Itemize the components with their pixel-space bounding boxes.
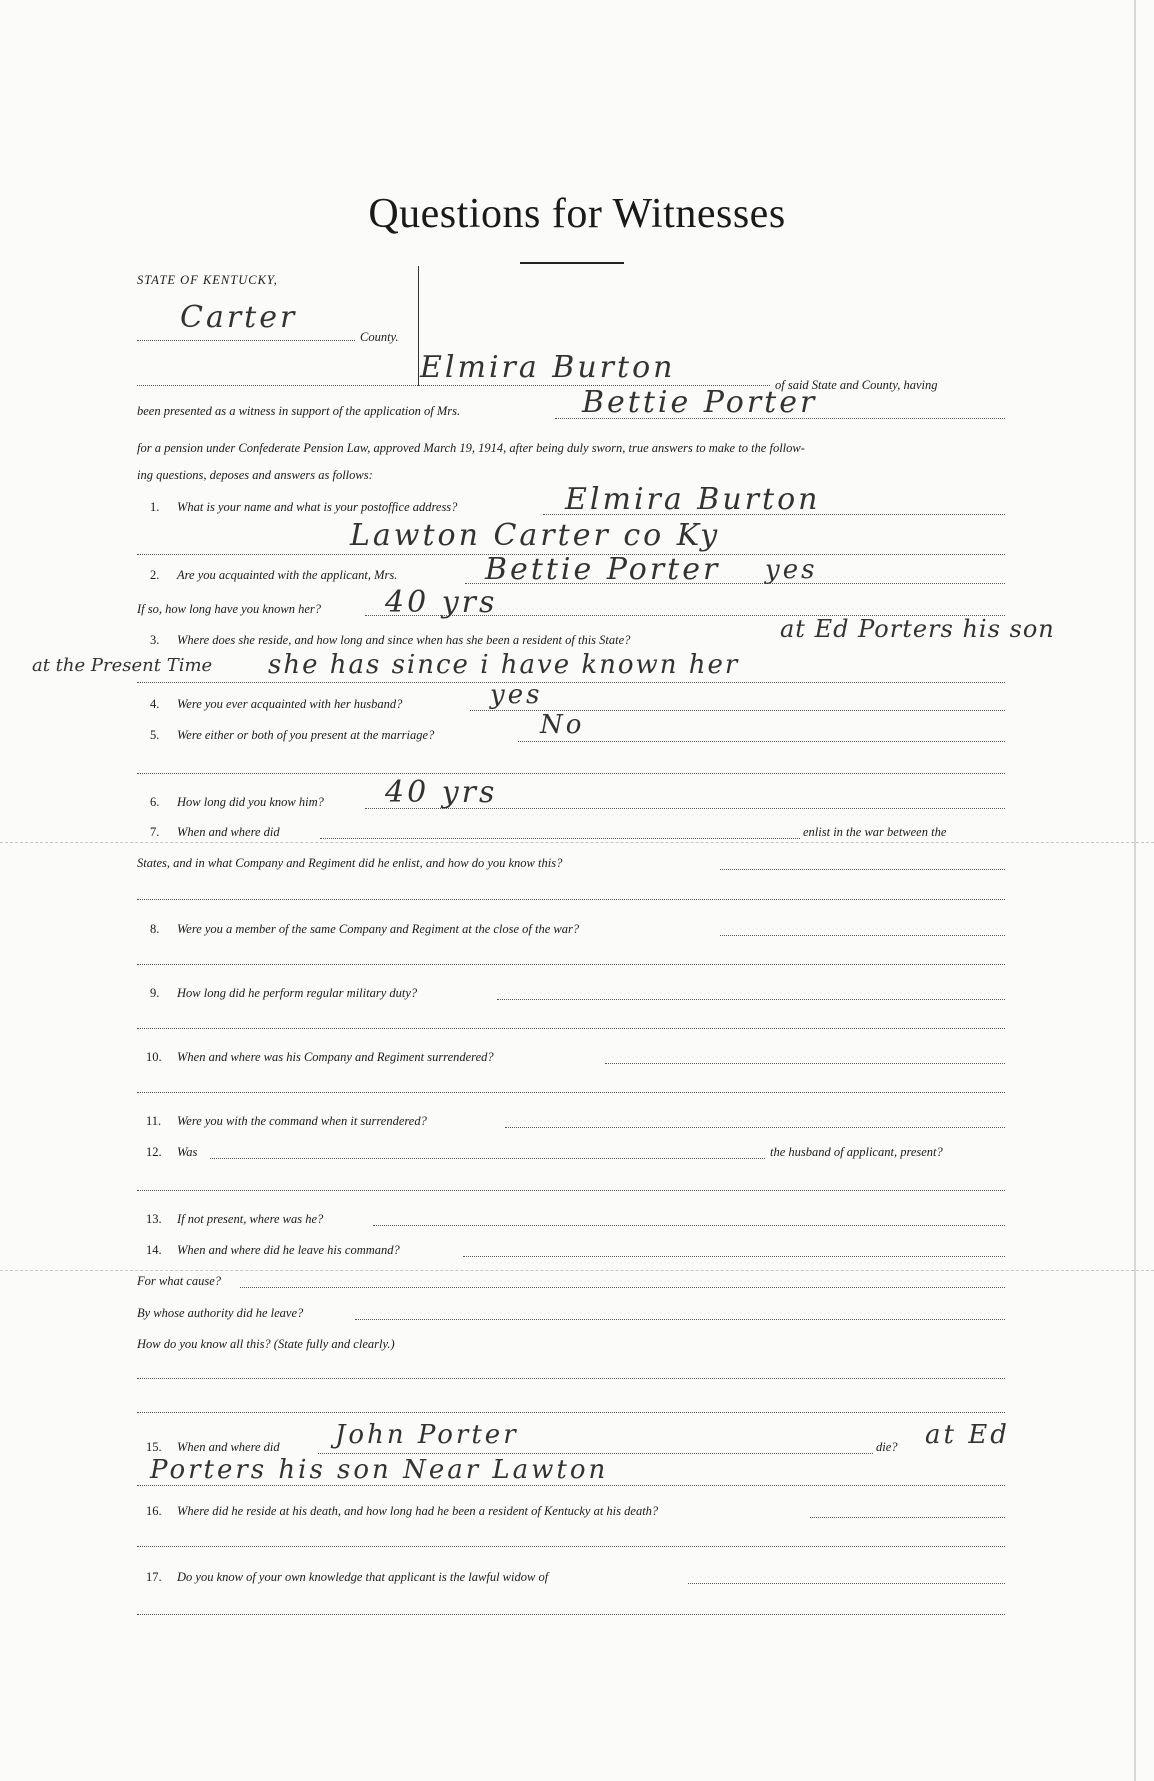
question-7: When and where did — [177, 825, 280, 839]
answer-line — [137, 1546, 1005, 1547]
question-17: Do you know of your own knowledge that applicant is the lawful widow of — [177, 1570, 549, 1584]
answer-line — [810, 1517, 1005, 1518]
answer-line — [210, 1158, 765, 1159]
title-underline — [520, 262, 624, 264]
question-8: Were you a member of the same Company and Regiment at the close of the war? — [177, 922, 580, 936]
answer-3-line1: at Ed Porters his son — [780, 615, 1055, 643]
question-11: Were you with the command when it surrendered? — [177, 1114, 427, 1128]
question-number: 10. — [146, 1050, 162, 1064]
question-2b: If so, how long have you known her? — [137, 602, 322, 616]
question-4: Were you ever acquainted with her husband? — [177, 697, 403, 711]
question-14d: How do you know all this? (State fully and clearly.) — [137, 1337, 395, 1351]
answer-line — [355, 1319, 1005, 1320]
answer-line — [720, 869, 1005, 870]
page-title: Questions for Witnesses — [368, 191, 786, 237]
answer-line — [137, 964, 1005, 965]
question-number: 14. — [146, 1243, 162, 1257]
answer-line — [365, 808, 1005, 809]
answer-line — [518, 741, 1005, 742]
answer-2-years: 40 yrs — [385, 585, 498, 620]
answer-6: 40 yrs — [385, 775, 498, 810]
question-6: How long did you know him? — [177, 795, 324, 809]
answer-5: No — [540, 710, 585, 740]
question-number: 6. — [150, 795, 160, 809]
question-14: When and where did he leave his command? — [177, 1243, 400, 1257]
witness-name: Elmira Burton — [420, 350, 676, 385]
answer-line — [497, 999, 1005, 1000]
state-label: STATE OF KENTUCKY, — [137, 273, 278, 287]
question-2: Are you acquainted with the applicant, Mrs. — [177, 568, 398, 582]
answer-line — [605, 1063, 1005, 1064]
answer-line — [137, 1092, 1005, 1093]
intro-deposes: ing questions, deposes and answers as follows: — [137, 468, 373, 482]
question-number: 3. — [150, 633, 160, 647]
question-7c: States, and in what Company and Regiment did he enlist, and how do you know this? — [137, 856, 563, 870]
question-number: 2. — [150, 568, 160, 582]
question-number: 12. — [146, 1145, 162, 1159]
question-number: 8. — [150, 922, 160, 936]
answer-line — [137, 1412, 1005, 1413]
county-value: Carter — [180, 300, 298, 335]
county-label: County. — [360, 330, 399, 344]
fold-crease — [0, 842, 1154, 844]
fold-crease — [0, 1270, 1154, 1272]
question-number: 17. — [146, 1570, 162, 1584]
question-13: If not present, where was he? — [177, 1212, 324, 1226]
question-12b: the husband of applicant, present? — [770, 1145, 943, 1159]
answer-line — [137, 1614, 1005, 1615]
applicant-name: Bettie Porter — [582, 385, 818, 420]
county-line — [137, 340, 355, 341]
answer-line — [373, 1225, 1005, 1226]
intro-said-state: of said State and County, having — [775, 378, 938, 392]
question-number: 11. — [146, 1114, 162, 1128]
answer-line — [137, 1378, 1005, 1379]
answer-1-address: Lawton Carter co Ky — [350, 518, 721, 553]
intro-pension-line: for a pension under Confederate Pension Law, approved March 19, 1914, after being duly sworn, true answers to make to the follow- — [137, 441, 805, 455]
answer-line — [137, 1028, 1005, 1029]
answer-line — [465, 583, 1005, 584]
answer-2-name: Bettie Porter — [485, 552, 721, 587]
question-15b: die? — [876, 1440, 898, 1454]
question-number: 7. — [150, 825, 160, 839]
answer-15-place2: Porters his son Near Lawton — [150, 1455, 609, 1485]
answer-line — [505, 1127, 1005, 1128]
question-9: How long did he perform regular military duty? — [177, 986, 418, 1000]
question-15: When and where did — [177, 1440, 280, 1454]
answer-line — [137, 899, 1005, 900]
question-12: Was — [177, 1145, 198, 1159]
intro-presented: been presented as a witness in support of the application of Mrs. — [137, 404, 461, 418]
question-number: 1. — [150, 500, 160, 514]
answer-1-name: Elmira Burton — [565, 482, 821, 517]
answer-line — [320, 838, 800, 839]
answer-line — [137, 1485, 1005, 1486]
question-14c: By whose authority did he leave? — [137, 1306, 304, 1320]
question-number: 9. — [150, 986, 160, 1000]
question-number: 5. — [150, 728, 160, 742]
question-14b: For what cause? — [137, 1274, 222, 1288]
answer-line — [240, 1287, 1005, 1288]
question-7b: enlist in the war between the — [803, 825, 947, 839]
question-3: Where does she reside, and how long and since when has she been a resident of this State? — [177, 633, 631, 647]
answer-line — [318, 1453, 873, 1454]
answer-15-place1: at Ed — [925, 1420, 1010, 1450]
answer-line — [688, 1583, 1005, 1584]
answer-line — [137, 682, 1005, 683]
answer-line — [463, 1256, 1005, 1257]
answer-3-line2: she has since i have known her — [268, 650, 740, 680]
answer-line — [720, 935, 1005, 936]
answer-2-yes: yes — [765, 555, 818, 585]
answer-line — [543, 514, 1005, 515]
question-10: When and where was his Company and Regiment surrendered? — [177, 1050, 494, 1064]
applicant-line — [555, 418, 1005, 419]
question-16: Where did he reside at his death, and how long had he been a resident of Kentucky at his death? — [177, 1504, 659, 1518]
question-number: 15. — [146, 1440, 162, 1454]
question-number: 16. — [146, 1504, 162, 1518]
answer-4: yes — [490, 680, 543, 710]
answer-line — [137, 1190, 1005, 1191]
page-edge — [1134, 0, 1136, 1781]
question-5: Were either or both of you present at the marriage? — [177, 728, 435, 742]
answer-3-margin: at the Present Time — [32, 655, 213, 676]
answer-15-name: John Porter — [335, 1420, 519, 1450]
question-1: What is your name and what is your postoffice address? — [177, 500, 458, 514]
question-number: 13. — [146, 1212, 162, 1226]
answer-line — [137, 773, 1005, 774]
question-number: 4. — [150, 697, 160, 711]
